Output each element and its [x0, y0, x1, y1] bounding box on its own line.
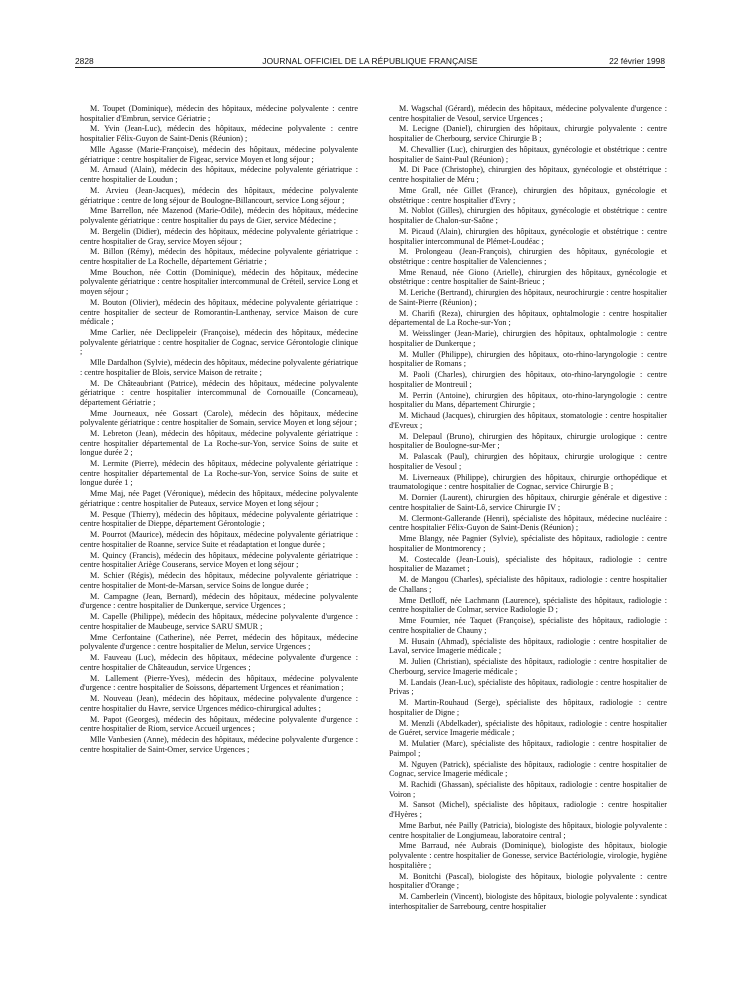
appointment-entry: M. Menzli (Abdelkader), spécialiste des hôpitaux, radiologie : centre hospitalier de Guéret, service Imagerie médicale ;	[389, 718, 667, 738]
appointment-entry: Mlle Vanbesien (Anne), médecin des hôpitaux, médecine polyvalente d'urgence : centre hospitalier de Saint-Omer, service Urgences ;	[80, 735, 358, 754]
appointment-entry: Mme Barbut, née Pailly (Patricia), biologiste des hôpitaux, biologie polyvalente : centre hospitalier de Longjumeau, laboratoire central ;	[389, 820, 667, 840]
appointment-entry: M. Prolongeau (Jean-François), chirurgien des hôpitaux, gynécologie et obstétrique : centre hospitalier de Valenciennes ;	[389, 247, 667, 266]
appointment-entry: M. Bonitchi (Pascal), biologiste des hôpitaux, biologie polyvalente : centre hospitalier d'Orange ;	[389, 871, 667, 891]
appointment-entry: M. Fauveau (Luc), médecin des hôpitaux, médecine polyvalente d'urgence : centre hospitalier de Châteaudun, service Urgences ;	[80, 653, 358, 672]
appointment-entry: M. Dornier (Laurent), chirurgien des hôpitaux, chirurgie générale et digestive : centre hospitalier de Saint-Lô, service Chirurgie IV ;	[389, 493, 667, 512]
appointment-entry: M. Rachidi (Ghassan), spécialiste des hôpitaux, radiologie : centre hospitalier de Voiron ;	[389, 779, 667, 799]
appointment-entry: M. Perrin (Antoine), chirurgien des hôpitaux, oto-rhino-laryngologie : centre hospitalier du Mans, département Chirurgie ;	[389, 390, 667, 410]
left-column	[80, 104, 358, 954]
appointment-entry: M. Clermont-Gallerande (Henri), spécialiste des hôpitaux, médecine nucléaire : centre hospitalier Félix-Guyon de Saint-Denis (Réunion) ;	[389, 513, 667, 533]
appointment-entry: M. Lecigne (Daniel), chirurgien des hôpitaux, chirurgie polyvalente : centre hospitalier de Cherbourg, service Chirurgie B ;	[389, 124, 667, 144]
appointment-entry: Mme Renaud, née Giono (Arielle), chirurgien des hôpitaux, gynécologie et obstétrique : centre hospitalier de Saint-Brieuc ;	[389, 267, 667, 287]
appointment-entry: M. Lermite (Pierre), médecin des hôpitaux, médecine polyvalente gériatrique : centre hospitalier départemental de La Roche-sur-Yon, service Soins de suite et longue durée 1 ;	[80, 459, 358, 488]
appointment-entry: M. Arnaud (Alain), médecin des hôpitaux, médecine polyvalente gériatrique : centre hospitalier de Loudun ;	[80, 165, 358, 185]
header-rule	[75, 67, 665, 68]
appointment-entry: M. Capelle (Philippe), médecin des hôpitaux, médecine polyvalente d'urgence : centre hospitalier de Maubeuge, service SARU SMUR ;	[80, 612, 358, 631]
appointment-entry: M. Yvin (Jean-Luc), médecin des hôpitaux, médecine polyvalente : centre hospitalier Félix-Guyon de Saint-Denis (Réunion) ;	[80, 124, 358, 144]
appointment-entry: Mme Carlier, née Declippeleir (Françoise), médecin des hôpitaux, médecine polyvalente gériatrique : centre hospitalier de Cognac, service Gérontologie clinique ;	[80, 328, 358, 357]
appointment-entry: M. Papot (Georges), médecin des hôpitaux, médecine polyvalente d'urgence : centre hospitalier de Riom, service Accueil urgences ;	[80, 714, 358, 734]
appointment-entry: M. Costecalde (Jean-Louis), spécialiste des hôpitaux, radiologie : centre hospitalier de Mazamet ;	[389, 554, 667, 574]
appointment-entry: M. Toupet (Dominique), médecin des hôpitaux, médecine polyvalente : centre hospitalier d'Embrun, service Gériatrie ;	[80, 104, 358, 123]
appointment-entry: M. Sansot (Michel), spécialiste des hôpitaux, radiologie : centre hospitalier d'Hyères ;	[389, 800, 667, 820]
appointment-entry: M. De Châteaubriant (Patrice), médecin des hôpitaux, médecine polyvalente gériatrique : centre hospitalier intercommunal de Cornouaille (Concarneau), département Gériatrie ;	[80, 378, 358, 407]
appointment-entry: Mme Cerfontaine (Catherine), née Perret, médecin des hôpitaux, médecine polyvalente d'urgence : centre hospitalier de Melun, service Urgences ;	[80, 632, 358, 652]
appointment-entry: Mme Bouchon, née Cottin (Dominique), médecin des hôpitaux, médecine polyvalente gériatrique : centre hospitalier intercommunal de Créteil, service Long et moyen séjour ;	[80, 267, 358, 297]
appointment-entry: M. Bouton (Olivier), médecin des hôpitaux, médecine polyvalente gériatrique : centre hospitalier de secteur de Romorantin-Lanthenay, service Maison de cure médicale ;	[80, 297, 358, 327]
journal-title: JOURNAL OFFICIEL DE LA RÉPUBLIQUE FRANÇAISE	[262, 56, 478, 66]
appointment-entry: M. Lebreton (Jean), médecin des hôpitaux, médecine polyvalente gériatrique : centre hospitalier départemental de La Roche-sur-Yon, service Soins de suite et longue durée 2 ;	[80, 429, 358, 458]
appointment-entry: Mme Fournier, née Taquet (Françoise), spécialiste des hôpitaux, radiologie : centre hospitalier de Chauny ;	[389, 616, 667, 635]
appointment-entry: Mme Grall, née Gillet (France), chirurgien des hôpitaux, gynécologie et obstétrique : centre hospitalier d'Evry ;	[389, 185, 667, 205]
appointment-entry: Mme Journeaux, née Gossart (Carole), médecin des hôpitaux, médecine polyvalente gériatrique : centre hospitalier de Somain, service Moyen et long séjour ;	[80, 408, 358, 428]
page-header	[75, 56, 665, 72]
page-number: 2828	[75, 56, 94, 66]
appointment-entry: M. Charifi (Reza), chirurgien des hôpitaux, ophtalmologie : centre hospitalier départemental de La Roche-sur-Yon ;	[389, 308, 667, 328]
appointment-entry: Mme Barraud, née Aubrais (Dominique), biologiste des hôpitaux, biologie polyvalente : centre hospitalier de Gonesse, service Bactériologie, virologie, hygiène hospitalière ;	[389, 841, 667, 870]
appointment-entry: M. Campagne (Jean, Bernard), médecin des hôpitaux, médecine polyvalente d'urgence : centre hospitalier de Dunkerque, service Urgences ;	[80, 591, 358, 611]
appointment-entry: M. Weisslinger (Jean-Marie), chirurgien des hôpitaux, ophtalmologie : centre hospitalier de Dunkerque ;	[389, 329, 667, 348]
appointment-entry: M. Noblot (Gilles), chirurgien des hôpitaux, gynécologie et obstétrique : centre hospitalier de Chalon-sur-Saône ;	[389, 206, 667, 226]
appointment-entry: M. Delepaul (Bruno), chirurgien des hôpitaux, chirurgie urologique : centre hospitalier de Boulogne-sur-Mer ;	[389, 431, 667, 451]
appointment-entry: M. Chevallier (Luc), chirurgien des hôpitaux, gynécologie et obstétrique : centre hospitalier de Saint-Paul (Réunion) ;	[389, 144, 667, 164]
publication-date: 22 février 1998	[609, 56, 665, 66]
appointment-entry: M. Billon (Rémy), médecin des hôpitaux, médecine polyvalente gériatrique : centre hospitalier de La Rochelle, département Gériatrie ;	[80, 247, 358, 266]
appointment-entry: Mme Blangy, née Pagnier (Sylvie), spécialiste des hôpitaux, radiologie : centre hospitalier de Montmorency ;	[389, 534, 667, 553]
appointment-entry: M. Palascak (Paul), chirurgien des hôpitaux, chirurgie urologique : centre hospitalier de Vesoul ;	[389, 452, 667, 471]
appointment-entry: M. Bergelin (Didier), médecin des hôpitaux, médecine polyvalente gériatrique : centre hospitalier de Gray, service Moyen séjour ;	[80, 226, 358, 246]
appointment-entry: M. Picaud (Alain), chirurgien des hôpitaux, gynécologie et obstétrique : centre hospitalier intercommunal de Plémet-Loudéac ;	[389, 226, 667, 246]
appointment-entry: M. Camberlein (Vincent), biologiste des hôpitaux, biologie polyvalente : syndicat interhospitalier de Sarrebourg, centre hospitalier	[389, 892, 667, 911]
appointment-entry: M. Paoli (Charles), chirurgien des hôpitaux, oto-rhino-laryngologie : centre hospitalier de Montreuil ;	[389, 370, 667, 389]
appointment-entry: M. Di Pace (Christophe), chirurgien des hôpitaux, gynécologie et obstétrique : centre hospitalier de Méru ;	[389, 165, 667, 185]
appointment-entry: M. Quincy (Francis), médecin des hôpitaux, médecine polyvalente gériatrique : centre hospitalier Ariège Couserans, service Moyen et long séjour ;	[80, 550, 358, 570]
appointment-entry: M. Liverneaux (Philippe), chirurgien des hôpitaux, chirurgie orthopédique et traumatologique : centre hospitalier de Cognac, service Chirurgie B ;	[389, 472, 667, 492]
appointment-entry: M. Arvieu (Jean-Jacques), médecin des hôpitaux, médecine polyvalente gériatrique : centre de long séjour de Boulogne-Billancourt, service Long séjour ;	[80, 185, 358, 205]
appointment-entry: M. Julien (Christian), spécialiste des hôpitaux, radiologie : centre hospitalier de Cherbourg, service Imagerie médicale ;	[389, 657, 667, 676]
appointment-entry: M. Michaud (Jacques), chirurgien des hôpitaux, stomatologie : centre hospitalier d'Evreux ;	[389, 411, 667, 430]
appointment-entry: M. Pourrot (Maurice), médecin des hôpitaux, médecine polyvalente gériatrique : centre hospitalier de Roanne, service Suite et réadaptation et longue durée ;	[80, 530, 358, 549]
appointment-entry: M. Martin-Rouhaud (Serge), spécialiste des hôpitaux, radiologie : centre hospitalier de Digne ;	[389, 698, 667, 717]
right-column	[389, 104, 667, 954]
appointment-entry: M. Pesque (Thierry), médecin des hôpitaux, médecine polyvalente gériatrique : centre hospitalier de Dieppe, département Gérontologie ;	[80, 509, 358, 529]
appointment-entry: Mme Detlloff, née Lachmann (Laurence), spécialiste des hôpitaux, radiologie : centre hospitalier de Colmar, service Radiologie D ;	[389, 595, 667, 615]
appointment-entry: M. Leriche (Bertrand), chirurgien des hôpitaux, neurochirurgie : centre hospitalier de Saint-Pierre (Réunion) ;	[389, 288, 667, 307]
appointment-entry: M. Schier (Régis), médecin des hôpitaux, médecine polyvalente gériatrique : centre hospitalier de Mont-de-Marsan, service Soins de longue durée ;	[80, 571, 358, 590]
appointment-entry: Mme Maj, née Paget (Véronique), médecin des hôpitaux, médecine polyvalente gériatrique : centre hospitalier de Puteaux, service Moyen et long séjour ;	[80, 489, 358, 508]
appointment-entry: M. Mulatier (Marc), spécialiste des hôpitaux, radiologie : centre hospitalier de Paimpol ;	[389, 739, 667, 758]
appointment-entry: M. Lallement (Pierre-Yves), médecin des hôpitaux, médecine polyvalente d'urgence : centre hospitalier de Soissons, département Urgences et réanimation ;	[80, 673, 358, 693]
appointment-entry: Mme Barrellon, née Mazenod (Marie-Odile), médecin des hôpitaux, médecine polyvalente gériatrique : centre hospitalier du pays de Gier, service Médecine ;	[80, 206, 358, 226]
appointment-entry: M. Nouveau (Jean), médecin des hôpitaux, médecine polyvalente d'urgence : centre hospitalier du Havre, service Urgences médico-chirurgical adultes ;	[80, 694, 358, 713]
appointment-entry: M. Muller (Philippe), chirurgien des hôpitaux, oto-rhino-laryngologie : centre hospitalier de Romans ;	[389, 349, 667, 369]
appointment-entry: M. Husain (Ahmad), spécialiste des hôpitaux, radiologie : centre hospitalier de Laval, service Imagerie médicale ;	[389, 636, 667, 656]
appointment-entry: Mlle Agasse (Marie-Françoise), médecin des hôpitaux, médecine polyvalente gériatrique : centre hospitalier de Figeac, service Moyen et long séjour ;	[80, 144, 358, 164]
appointment-entry: M. de Mangou (Charles), spécialiste des hôpitaux, radiologie : centre hospitalier de Challans ;	[389, 575, 667, 594]
appointment-entry: Mlle Dardalhon (Sylvie), médecin des hôpitaux, médecine polyvalente gériatrique : centre hospitalier de Blois, service Maison de retraite ;	[80, 358, 358, 377]
appointment-entry: M. Landais (Jean-Luc), spécialiste des hôpitaux, radiologie : centre hospitalier de Privas ;	[389, 677, 667, 697]
appointment-entry: M. Wagschal (Gérard), médecin des hôpitaux, médecine polyvalente d'urgence : centre hospitalier de Vesoul, service Urgences ;	[389, 104, 667, 123]
appointment-entry: M. Nguyen (Patrick), spécialiste des hôpitaux, radiologie : centre hospitalier de Cognac, service Imagerie médicale ;	[389, 759, 667, 779]
